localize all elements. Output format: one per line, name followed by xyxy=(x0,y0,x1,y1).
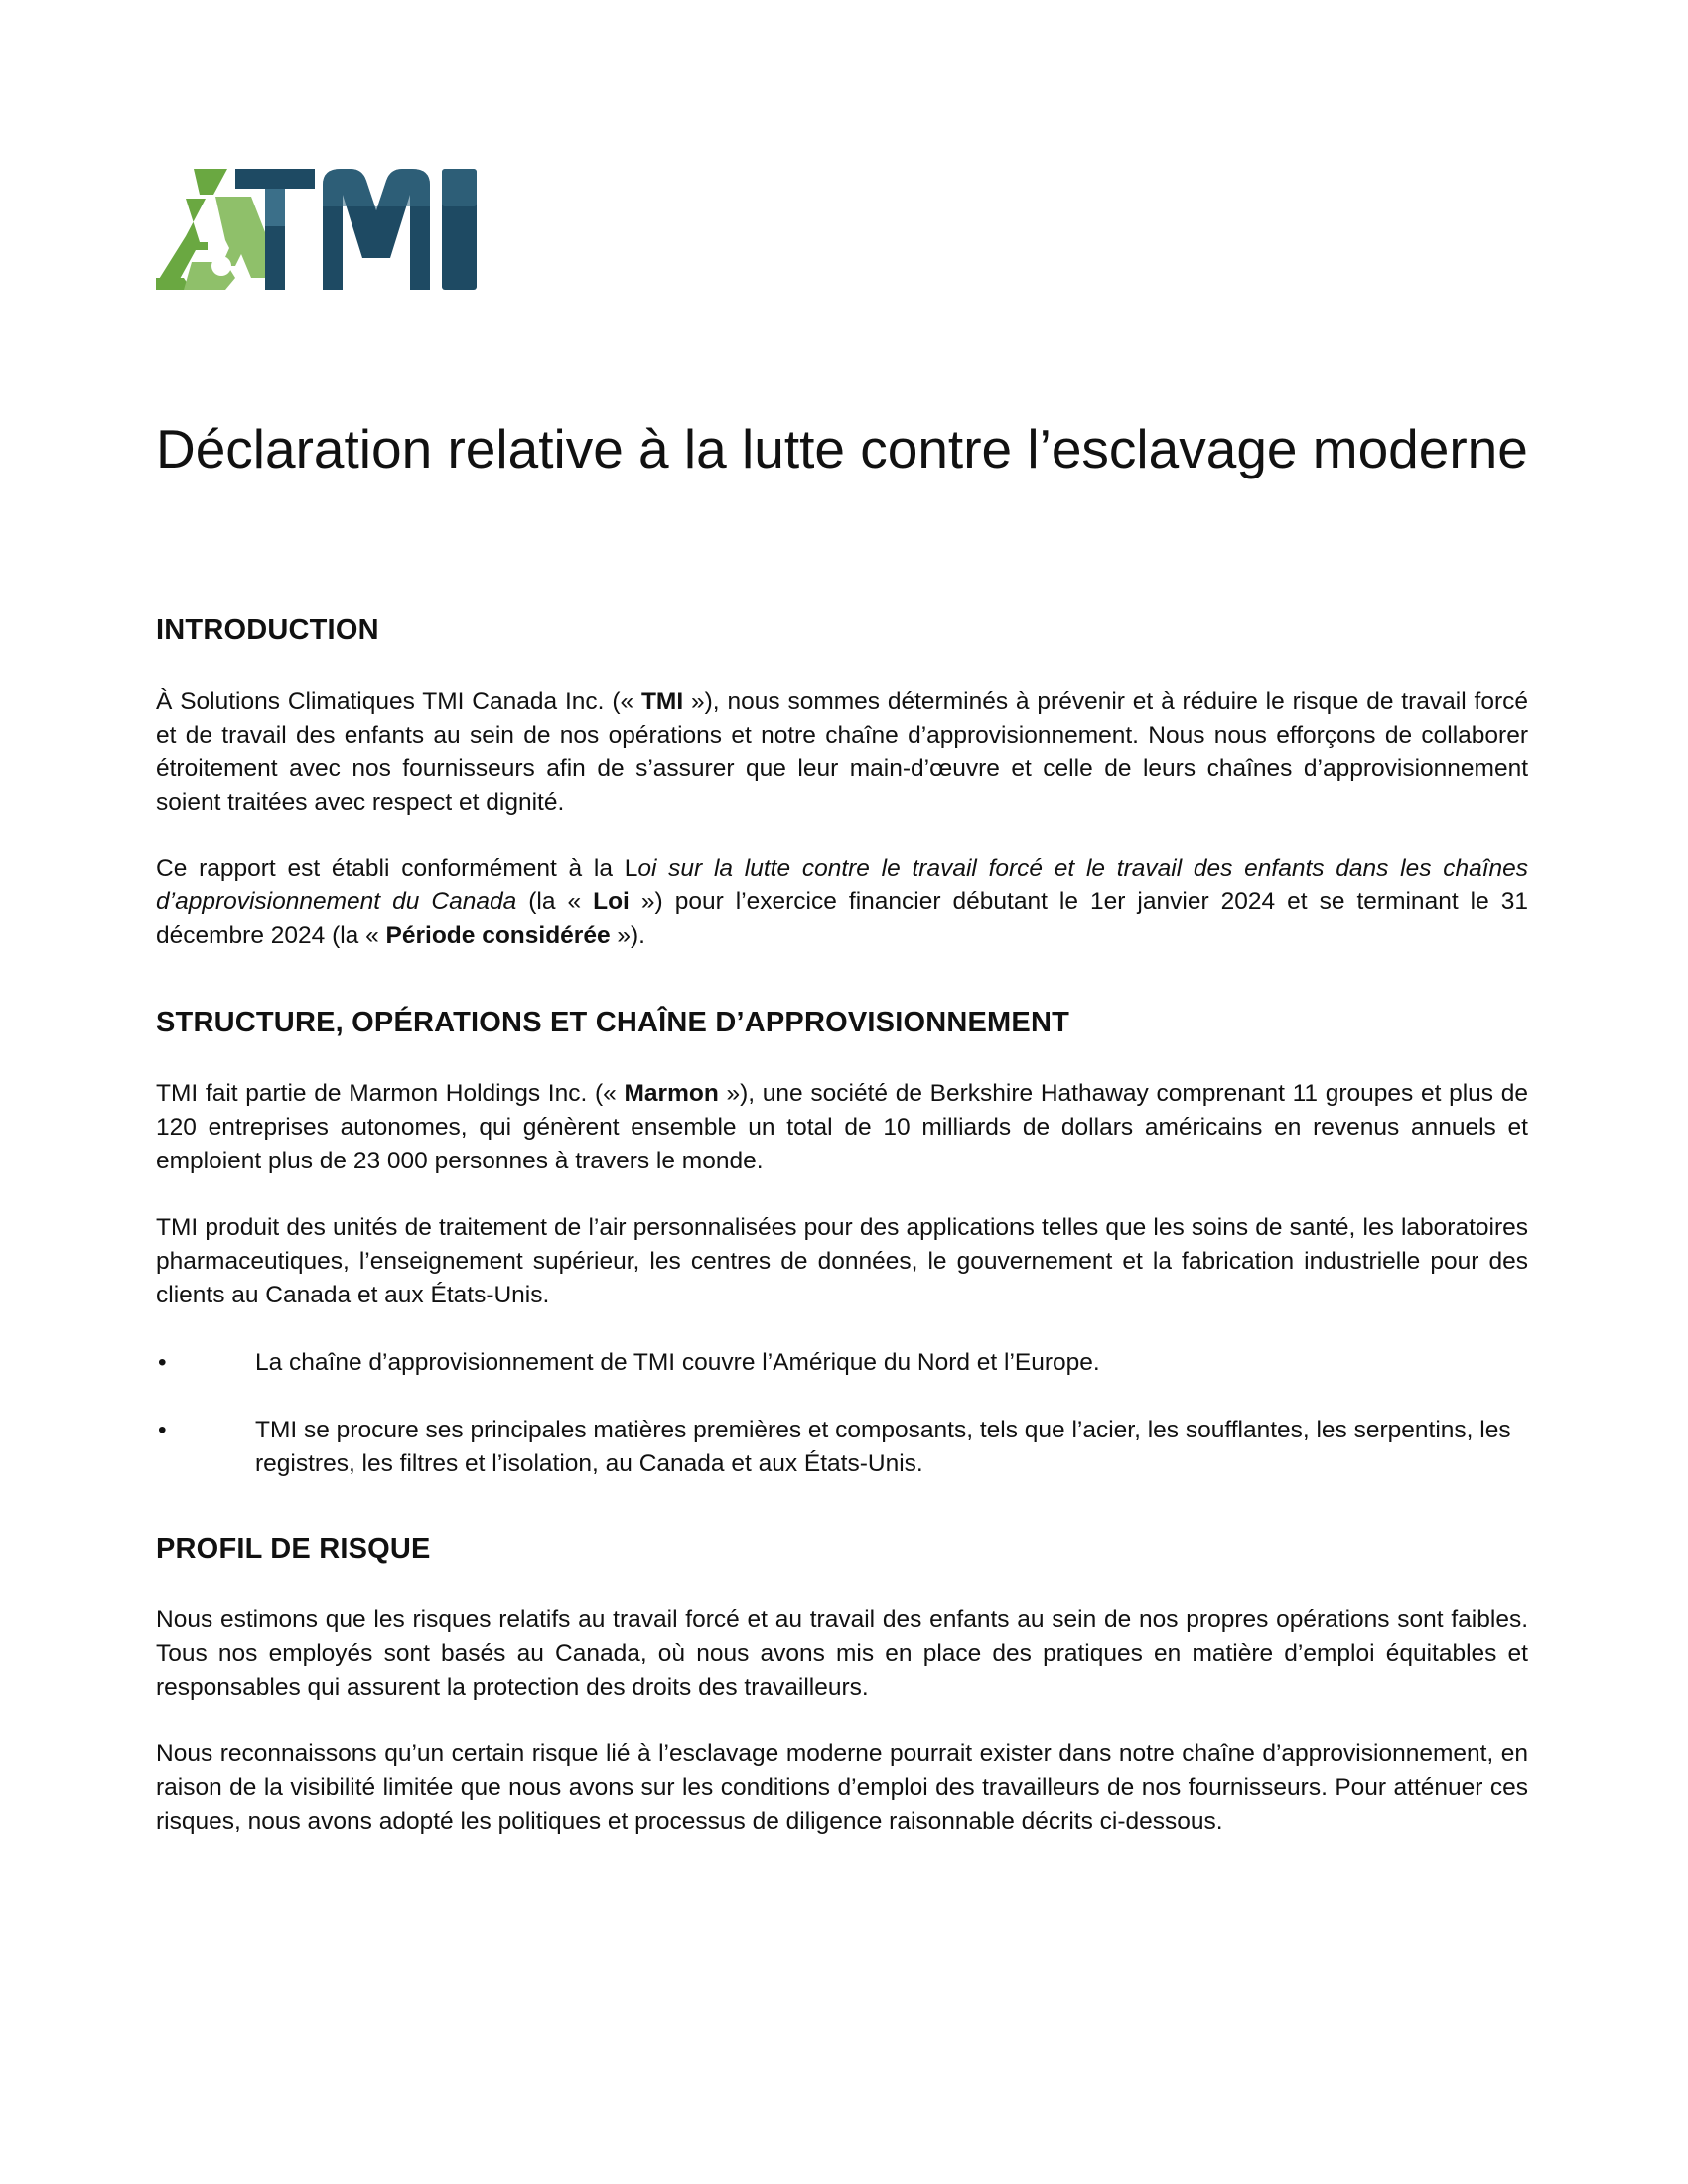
bullet-icon: • xyxy=(158,1349,167,1376)
introduction-paragraph-2 xyxy=(156,852,1528,953)
risk-paragraph-1: Nous estimons que les risques relatifs au travail forcé et au travail des enfants au sein de nos propres opérations sont faibles. Tous nos employés sont basés au Canada, où nous avons mis en place des pratiques en matière d’emploi équitables et responsables qui assurent la protection des droits des travailleurs. xyxy=(156,1606,1528,1701)
tmi-logo xyxy=(156,167,479,294)
structure-paragraph-1 xyxy=(156,1077,1528,1178)
structure-section xyxy=(156,1005,1528,1040)
text-run: À Solutions Climatiques TMI Canada Inc. (« xyxy=(156,688,641,715)
page-title: Déclaration relative à la lutte contre l’esclavage moderne xyxy=(156,418,1528,479)
structure-paragraph-2: TMI produit des unités de traitement de l’air personnalisées pour des applications telles que les soins de santé, les laboratoires pharmaceutiques, l’enseignement supérieur, les centres de données, le gouvernement et la fabrication industrielle pour des clients au Canada et aux États-Unis. xyxy=(156,1214,1528,1308)
bullet-item xyxy=(156,1346,1528,1380)
text-run: Ce rapport est établi conformément à la L xyxy=(156,855,638,882)
introduction-paragraph-1 xyxy=(156,685,1528,820)
introduction-heading: INTRODUCTION xyxy=(156,614,379,646)
text-run: TMI fait partie de Marmon Holdings Inc. (« xyxy=(156,1080,625,1107)
risk-paragraph-2: Nous reconnaissons qu’un certain risque lié à l’esclavage moderne pourrait exister dans notre chaîne d’approvisionnement, en raison de la visibilité limitée que nous avons sur les conditions d’emploi des travailleurs de nos fournisseurs. Pour atténuer ces risques, nous avons adopté les politiques et processus de diligence raisonnable décrits ci-dessous. xyxy=(156,1740,1528,1835)
risk-section xyxy=(156,1531,1528,1567)
structure-heading: STRUCTURE, OPÉRATIONS ET CHAÎNE D’APPROVISIONNEMENT xyxy=(156,1007,1070,1038)
text-run: »). xyxy=(610,922,645,949)
bullet-item xyxy=(156,1414,1528,1481)
text-run: »), nous sommes déterminés à prévenir et à réduire le risque de travail forcé et de travail des enfants au sein de nos opérations et notre chaîne d’approvisionnement. Nous nous efforçons de collaborer étroitement avec nos fournisseurs afin de s’assurer que leur main-d’œuvre et celle de leurs chaînes d’approvisionnement soient traitées avec respect et dignité. xyxy=(156,688,1528,816)
tmi-logo-mark xyxy=(156,169,477,290)
defined-term-loi: Loi xyxy=(593,888,630,915)
text-run: »), une société de Berkshire Hathaway comprenant 11 groupes et plus de 120 entreprises autonomes, qui génèrent ensemble un total de 10 milliards de dollars américains en revenus annuels et emploient plus de 23 000 personnes à travers le monde. xyxy=(156,1080,1528,1174)
text-run: ») pour l’exercice financier débutant le 1er janvier 2024 et se terminant le 31 décembre 2024 (la « xyxy=(156,888,1528,949)
bullet-text: La chaîne d’approvisionnement de TMI couvre l’Amérique du Nord et l’Europe. xyxy=(255,1349,1100,1376)
law-title: oi sur la lutte contre le travail forcé et le travail des enfants dans les chaînes d’approvisionnement du Canada xyxy=(156,855,1529,915)
risk-heading: PROFIL DE RISQUE xyxy=(156,1533,431,1565)
defined-term-tmi: TMI xyxy=(640,688,684,715)
defined-term-marmon: Marmon xyxy=(624,1080,719,1107)
text-run: (la « xyxy=(516,888,594,915)
bullet-text: TMI se procure ses principales matières premières et composants, tels que l’acier, les soufflantes, les serpentins, les registres, les filtres et l’isolation, au Canada et aux États-Unis. xyxy=(255,1417,1511,1477)
bullet-icon: • xyxy=(158,1417,167,1443)
defined-term-periode: Période considérée xyxy=(385,922,611,949)
introduction-section xyxy=(156,613,1528,648)
